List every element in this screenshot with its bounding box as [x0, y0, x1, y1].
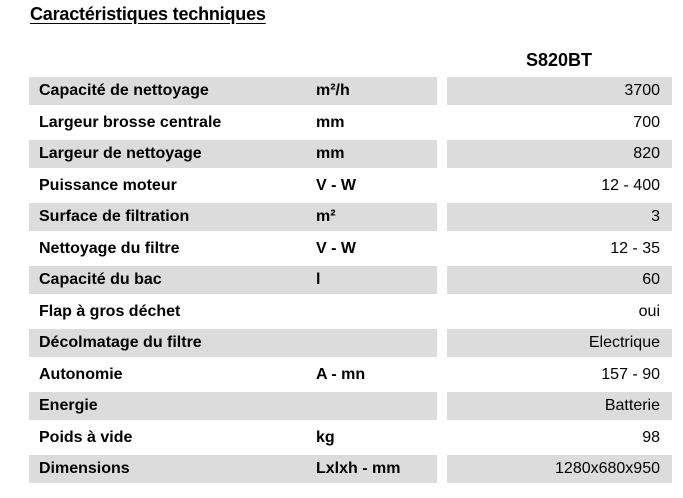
spec-label: Largeur de nettoyage [39, 145, 202, 162]
spec-label: Puissance moteur [39, 176, 177, 194]
table-row [29, 140, 672, 168]
table-row [29, 266, 672, 294]
spec-value: 12 - 400 [601, 176, 660, 194]
spec-value: 820 [633, 145, 660, 162]
spec-unit: Lxlxh - mm [316, 460, 401, 477]
spec-unit: mm [316, 145, 345, 162]
spec-unit: l [316, 271, 321, 288]
spec-value: 157 - 90 [601, 365, 660, 383]
spec-value: Electrique [588, 334, 660, 351]
spec-value: 3 [651, 208, 660, 225]
spec-unit: m²/h [316, 82, 350, 99]
spec-value: Batterie [604, 397, 660, 414]
table-row [29, 172, 672, 200]
spec-label: Flap à gros déchet [39, 302, 181, 320]
spec-unit: V - W [316, 239, 356, 257]
spec-value: oui [638, 302, 660, 320]
table-row [29, 392, 672, 420]
table-row [29, 77, 672, 105]
table-row [29, 235, 672, 263]
spec-value: 700 [633, 113, 660, 131]
specs-table [29, 77, 672, 487]
spec-unit: A - mn [316, 365, 366, 383]
spec-unit: m² [316, 208, 336, 225]
spec-value: 60 [642, 271, 660, 288]
table-row [29, 203, 672, 231]
spec-value: 98 [642, 428, 660, 446]
page-title: Caractéristiques techniques [30, 4, 266, 24]
spec-value: 12 - 35 [610, 239, 660, 257]
table-row [29, 329, 672, 357]
spec-label: Poids à vide [39, 428, 133, 446]
spec-label: Dimensions [39, 460, 130, 477]
spec-value: 3700 [624, 82, 660, 99]
table-row [29, 455, 672, 483]
table-row [29, 361, 672, 389]
table-row [29, 109, 672, 137]
spec-label: Capacité de nettoyage [39, 82, 209, 99]
spec-label: Energie [39, 397, 98, 414]
spec-label: Surface de filtration [39, 208, 190, 225]
table-row [29, 424, 672, 452]
spec-label: Autonomie [39, 365, 123, 383]
spec-value: 1280x680x950 [555, 460, 660, 477]
spec-label: Décolmatage du filtre [39, 334, 202, 351]
spec-label: Largeur brosse centrale [39, 113, 222, 131]
table-row [29, 298, 672, 326]
spec-unit: kg [316, 428, 335, 446]
spec-unit: mm [316, 113, 345, 131]
spec-label: Nettoyage du filtre [39, 239, 180, 257]
spec-label: Capacité du bac [39, 271, 162, 288]
spec-unit: V - W [316, 176, 356, 194]
model-header: S820BT [525, 50, 593, 70]
